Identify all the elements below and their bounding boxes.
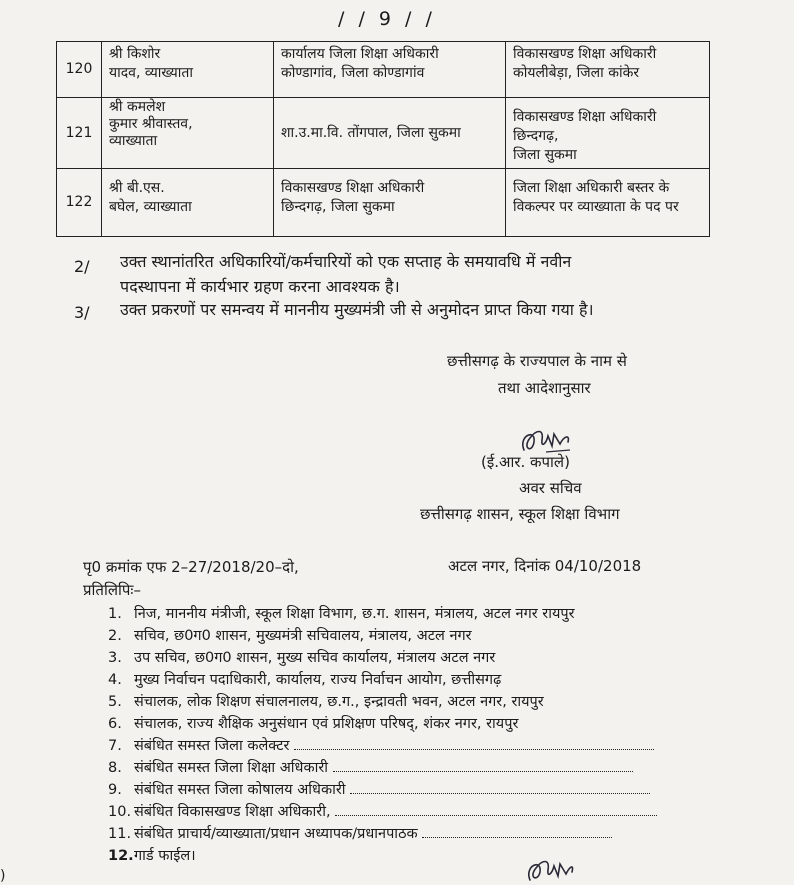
new-posting: विकासखण्ड शिक्षा अधिकारी कोयलीबेड़ा, जिला कांकेर	[506, 42, 710, 98]
cc-list-item: 8. संबंधित समस्त जिला शिक्षा अधिकारी	[108, 757, 633, 777]
transfer-table	[56, 41, 710, 237]
current-posting: शा.उ.मा.वि. तोंगपाल, जिला सुकमा	[274, 98, 506, 169]
signatory-department: छत्तीसगढ़ शासन, स्कूल शिक्षा विभाग	[420, 505, 620, 523]
new-posting: विकासखण्ड शिक्षा अधिकारी छिन्दगढ़, जिला सुकमा	[506, 98, 710, 169]
signatory-name: (ई.आर. कपाले)	[481, 453, 570, 471]
fill-in-dots	[335, 813, 657, 816]
cc-list-item: 12.गार्ड फाईल।	[108, 848, 196, 864]
cc-list-item: 4. मुख्य निर्वाचन पदाधिकारी, कार्यालय, राज्य निर्वाचन आयोग, छत्तीसगढ़	[108, 672, 502, 688]
cc-list-item: 9. संबंधित समस्त जिला कोषालय अधिकारी	[108, 779, 650, 799]
edge-mark: )	[0, 868, 6, 884]
authority-line: छत्तीसगढ़ के राज्यपाल के नाम से	[447, 352, 627, 370]
cc-list-item: 1. निज, माननीय मंत्रीजी, स्कूल शिक्षा विभाग, छ.ग. शासन, मंत्रालय, अटल नगर रायपुर	[108, 606, 575, 622]
fill-in-dots	[333, 769, 633, 772]
authority-line: तथा आदेशानुसार	[498, 379, 591, 397]
fill-in-dots	[422, 835, 612, 838]
cc-list-item: 10. संबंधित विकासखण्ड शिक्षा अधिकारी,	[108, 801, 657, 821]
paragraph-text: उक्त स्थानांतरित अधिकारियों/कर्मचारियों को एक सप्ताह के समयावधि में नवीन	[120, 252, 572, 271]
employee-name: श्री कमलेश कुमार श्रीवास्तव, व्याख्याता	[102, 98, 274, 169]
cc-list-item: 2. सचिव, छ0ग0 शासन, मुख्यमंत्री सचिवालय, मंत्रालय, अटल नगर	[108, 628, 472, 644]
place-date: अटल नगर, दिनांक 04/10/2018	[448, 557, 642, 575]
serial-number: 122	[57, 169, 102, 237]
cc-list-item: 7. संबंधित समस्त जिला कलेक्टर	[108, 735, 654, 755]
paragraph-text: पदस्थापना में कार्यभार ग्रहण करना आवश्यक है।	[120, 277, 400, 296]
page-number: / / 9 / /	[338, 8, 436, 30]
reference-number: पृ0 क्रमांक एफ 2–27/2018/20–दो,	[83, 558, 299, 576]
serial-number: 120	[57, 42, 102, 98]
cc-list-item: 5. संचालक, लोक शिक्षण संचालनालय, छ.ग., इन्द्रावती भवन, अटल नगर, रायपुर	[108, 694, 544, 710]
paragraph-number: 3/	[74, 303, 90, 322]
table-row	[57, 169, 710, 237]
cc-list-item: 6. संचालक, राज्य शैक्षिक अनुसंधान एवं प्रशिक्षण परिषद्, शंकर नगर, रायपुर	[108, 716, 519, 732]
employee-name: श्री बी.एस. बघेल, व्याख्याता	[102, 169, 274, 237]
fill-in-dots	[350, 791, 650, 794]
signature-image	[522, 856, 578, 885]
cc-list-item: 3. उप सचिव, छ0ग0 शासन, मुख्य सचिव कार्यालय, मंत्रालय अटल नगर	[108, 650, 496, 666]
employee-name: श्री किशोर यादव, व्याख्याता	[102, 42, 274, 98]
signatory-designation: अवर सचिव	[519, 479, 582, 497]
paragraph-text: उक्त प्रकरणों पर समन्वय में माननीय मुख्यमंत्री जी से अनुमोदन प्राप्त किया गया है।	[120, 300, 594, 319]
current-posting: विकासखण्ड शिक्षा अधिकारी छिन्दगढ़, जिला सुकमा	[274, 169, 506, 237]
table-row	[57, 98, 710, 169]
cc-list-item: 11. संबंधित प्राचार्य/व्याख्याता/प्रधान अध्यापक/प्रधानपाठक	[108, 823, 612, 843]
fill-in-dots	[294, 747, 654, 750]
serial-number: 121	[57, 98, 102, 169]
new-posting: जिला शिक्षा अधिकारी बस्तर के विकल्पर पर व्याख्याता के पद पर	[506, 169, 710, 237]
cc-heading: प्रतिलिपिः–	[83, 581, 141, 599]
current-posting: कार्यालय जिला शिक्षा अधिकारी कोण्डागांव, जिला कोण्डागांव	[274, 42, 506, 98]
paragraph-number: 2/	[74, 257, 90, 276]
table-row	[57, 42, 710, 98]
